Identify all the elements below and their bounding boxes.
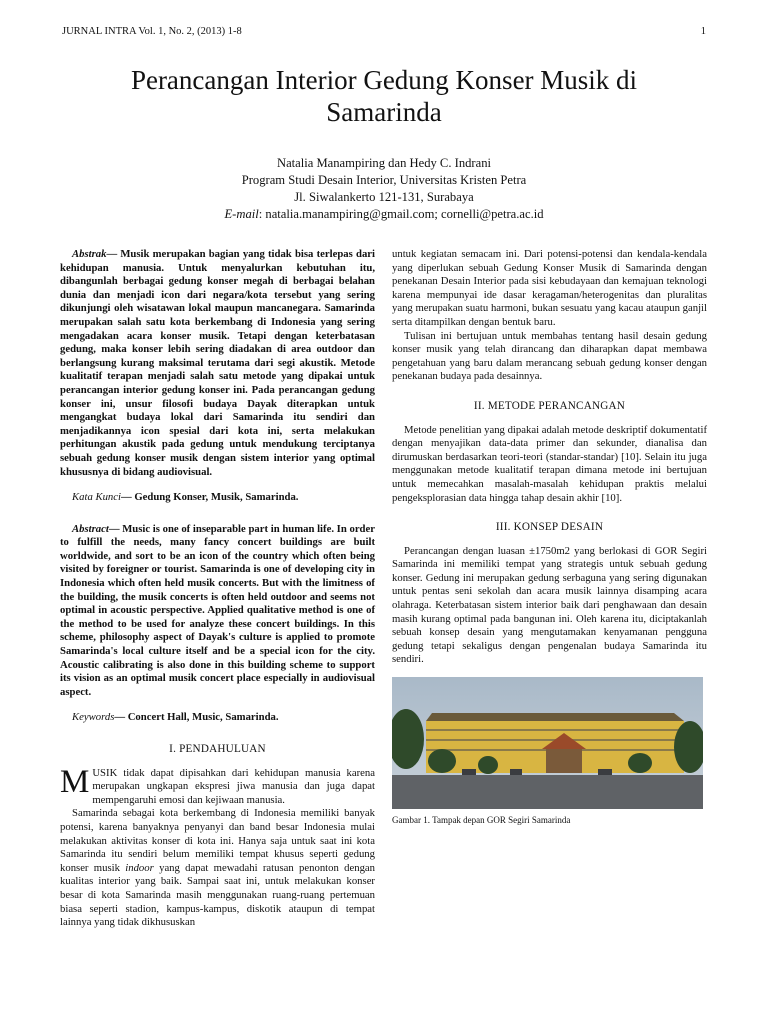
intro-paragraph-2-continued: untuk kegiatan semacam ini. Dari potensi-potensi dan kendala-kendala yang diperlukan sebuah Gedung Konser Musik di Samarinda dengan penekanan Desain Interior pada sisi kebudayaan dan kemajuan teknologi karena mempunyai ide dasar keragaman/heterogenitas dan pluralitas yang merupakan suatu harmoni, bukan sesuatu yang kacau ataupun ganjil serta ditampilkan dengan bentuk baru. (392, 248, 707, 328)
abstract-id-text: — Musik merupakan bagian yang tidak bisa terlepas dari kehidupan manusia. Untuk menyalurkan kebutuhan itu, dibangunlah berbagai gedung konser megah di berbagai belahan dunia dan menjadi icon dari negara/kota tersebut yang sering dikunjungi oleh wisatawan lokal maupun mancanegara. Samarinda merupakan salah satu kota berkembang di Indonesia yang sering mengadakan acara konser musik. Tetapi dengan keterbatasan gedung, maka konser lebih sering diadakan di area outdoor dan berlangsung kurang maksimal terutama dari segi akustik. Metode kualitatif terapan menjadi salah satu metode yang dipakai untuk perancangan interior gedung konser ini. Pada perancangan gedung konser ini, unsur filosofi budaya Dayak diterapkan untuk mengangkat budaya lokal dari Samarinda itu sendiri dan menjadikannya icon spesial dari kota ini, serta melakukan perhitungan akustik pada gedung untuk mendukung terciptanya sebuah gedung konser musik dengan sistem interior yang optimal khususnya di bidang audiovisual. (60, 248, 375, 478)
author-names: Natalia Manampiring dan Hedy C. Indrani (276, 156, 492, 170)
concept-paragraph: Perancangan dengan luasan ±1750m2 yang berlokasi di GOR Segiri Samarinda ini memiliki tempat yang strategis untuk sebuah gedung konser. Gedung ini merupakan gedung serbaguna yang sering digunakan untuk pentas seni sekolah dan acara musik lainnya disamping acara olahraga. Keterbatasan sistem interior baik dari penghawaan dan desain masih kurang optimal pada bangunan ini. Oleh karena itu, diciptakanlah sebuah konsep desain yang mengutamakan kenyamanan pengguna gedung tetapi sekaligus dengan pengenalan budaya Samarinda itu sendiri. (392, 544, 707, 666)
method-paragraph: Metode penelitian yang dipakai adalah metode deskriptif dokumentatif dengan menyajikan data-data primer dan sekunder, dianalisa dan dirumuskan berdasarkan teori-teori (standar-standar) [10]. Selain itu juga menggunakan metode kualitatif terapan dimana metode ini bertujuan untuk memecahkan masalah-masalah kehidupan praktis melalui pengeksplorasian data hingga tahap desain akhir [10]. (392, 423, 708, 504)
left-column (60, 248, 375, 930)
email-addresses: : natalia.manampiring@gmail.com; cornelli@petra.ac.id (258, 207, 544, 221)
abstract-indonesian (60, 248, 375, 479)
intro-paragraph-2 (60, 807, 375, 929)
intro-p2-italic: indoor (125, 861, 154, 874)
drop-cap: M (60, 763, 90, 800)
figure-building-photo (392, 677, 703, 809)
road (392, 775, 703, 809)
running-header (62, 26, 706, 40)
intro-p1-text: tidak dapat dipisahkan dari kehidupan manusia karena merupakan ungkapan ekspresi jiwa manusia dan juga dapat mempengaruhi emosi dan kejiwaan manusia. (92, 766, 375, 806)
abstract-id-label: Abstrak (72, 248, 107, 260)
entrance (546, 749, 582, 773)
affiliation: Program Studi Desain Interior, Universitas Kristen Petra (241, 173, 527, 187)
abstract-english (60, 523, 375, 700)
page-number: 1 (700, 26, 706, 37)
section-heading-pendahuluan: I. PENDAHULUAN (169, 743, 266, 755)
keywords-en-text: — Concert Hall, Music, Samarinda. (114, 711, 279, 724)
intro-paragraph-1 (60, 763, 375, 808)
paper-title (60, 64, 708, 128)
intro-p2-before: Samarinda sebagai kota berkembang di Indonesia memiliki banyak potensi, karena banyaknya penyanyi dan band besar Indonesia mulai melakukan aktivitas konser di kota ini. Hanya saja untuk saat ini kota Samarinda itu sendiri belum memiliki tempat khusus seperti gedung konser musik (60, 807, 375, 874)
author-block (60, 155, 708, 223)
journal-citation: JURNAL INTRA Vol. 1, No. 2, (2013) 1-8 (62, 26, 242, 37)
abstract-en-label: Abstract (72, 522, 109, 535)
address: Jl. Siwalankerto 121-131, Surabaya (294, 190, 474, 204)
title-line-1: Perancangan Interior Gedung Konser Musik di (130, 65, 638, 95)
abstract-en-text: — Music is one of inseparable part in human life. In order to fulfill the needs, many fancy concert buildings are built worldwide, and sort to be an icon of the country which often being visited by foreigner or tourist. Samarinda is one of developing city in Indonesia which often held musik concerts. But with the limitness of the building, the musik concerts is often held outdoor and seems not optimal in acoustic perspective. Applied qualitative method is one of the method to be used for analyze these concert buildings. In this scheme, philosophy aspect of Dayak's culture is applied to promote Samarinda's local culture itself and be a special icon for the city. Acoustic calibrating is also done in this building scheme to support its vision as an optimal musik concert place especially in audiovisual aspect. (60, 522, 375, 698)
intro-first-word: USIK (92, 766, 118, 779)
keywords-en-label: Keywords (72, 711, 115, 724)
intro-p2-after: yang dapat mewadahi ratusan penonton dengan kualitas interior yang baik. Sampai saat ini, untuk melakukan konser besar di kota Samarinda masih menggunakan ruang-ruang pertemuan biasa seperti stadion, kampus-kampus, diskotik ataupun di tempat lainnya yang tidak dikhususkan (60, 861, 376, 929)
email-line (60, 206, 708, 223)
keywords-id-label: Kata Kunci (72, 491, 121, 504)
keywords-english (60, 711, 375, 725)
roof (426, 713, 684, 721)
email-label: E-mail (224, 207, 259, 221)
section-heading-metode: II. METODE PERANCANGAN (473, 399, 626, 412)
title-line-2: Samarinda (326, 97, 442, 127)
intro-paragraph-3: Tulisan ini bertujuan untuk membahas tentang hasil desain gedung konser musik yang telah dirancang dan diharapkan dapat membawa pengetahuan yang baru dalam merancang sebuah gedung konser dengan penekanan budaya pada desainnya. (392, 329, 707, 383)
building-illustration (392, 677, 703, 809)
keywords-indonesian (60, 491, 375, 505)
right-column (392, 248, 707, 828)
keywords-id-text: — Gedung Konser, Musik, Samarinda. (121, 491, 299, 504)
figure-caption: Gambar 1. Tampak depan GOR Segiri Samarinda (392, 815, 571, 826)
section-heading-konsep: III. KONSEP DESAIN (495, 521, 604, 534)
